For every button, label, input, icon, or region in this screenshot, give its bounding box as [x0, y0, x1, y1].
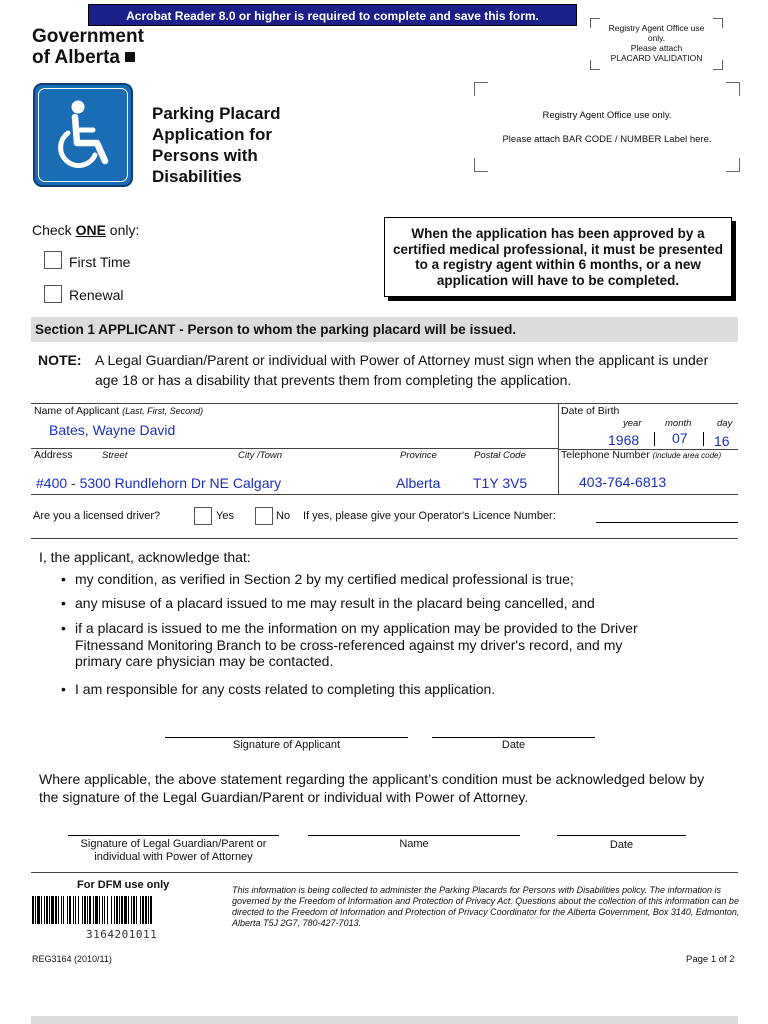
licensed-driver-question: Are you a licensed driver?	[33, 510, 161, 522]
street-label: Street	[102, 450, 128, 461]
address-label: Address	[34, 449, 73, 461]
applicant-name-field[interactable]: Bates, Wayne David	[49, 422, 176, 438]
registry-text-4: PLACARD VALIDATION	[610, 53, 703, 63]
alberta-square-icon	[125, 52, 135, 62]
registry-placard-validation-box	[590, 18, 723, 70]
renewal-label: Renewal	[69, 287, 124, 303]
guardian-signature-label: Signature of Legal Guardian/Parent or individual with Power of Attorney	[80, 838, 267, 863]
licensed-no-checkbox[interactable]	[255, 507, 273, 525]
gov-line-2: of Alberta	[32, 47, 144, 68]
applicant-name-label: Name of Applicant (Last, First, Second)	[34, 405, 204, 417]
dob-year-field[interactable]: 1968	[608, 432, 640, 448]
approval-notice-box: When the application has been approved by a certified medical professional, it must be presented to a registry agent within 6 months, or a new application will have to be completed.	[384, 217, 732, 297]
applicant-date-field[interactable]	[432, 737, 595, 738]
province-label: Province	[400, 450, 437, 461]
government-logo	[32, 26, 144, 68]
registry-text-2: only.	[647, 33, 666, 43]
renewal-checkbox[interactable]	[44, 285, 62, 303]
telephone-field[interactable]: 403-764-6813	[579, 474, 667, 490]
gov-line-1: Government	[32, 26, 144, 47]
dob-month-field[interactable]: 07	[672, 430, 688, 446]
province-field[interactable]: Alberta	[396, 475, 441, 491]
address-field[interactable]: #400 - 5300 Rundlehorn Dr NE Calgary	[36, 475, 282, 491]
dob-day-field[interactable]: 16	[714, 433, 730, 449]
note-text: A Legal Guardian/Parent or individual with Power of Attorney must sign when the applicant is under age 18 or has a disability that prevents them from completing the application.	[95, 352, 709, 388]
wheelchair-accessibility-icon	[35, 85, 131, 185]
registry-barcode-label-box	[474, 82, 740, 172]
page-number: Page 1 of 2	[686, 954, 735, 965]
registry-text-1: Registry Agent Office use	[608, 23, 705, 33]
acknowledge-bullet-1: • my condition, as verified in Section 2 by my certified medical professional is true;	[61, 571, 574, 587]
licence-number-field[interactable]	[596, 522, 738, 523]
registry-barcode-text-2: Please attach BAR CODE / NUMBER Label here.	[502, 134, 712, 145]
acknowledge-intro: I, the applicant, acknowledge that:	[39, 549, 251, 565]
licensed-yes-checkbox[interactable]	[194, 507, 212, 525]
accessibility-logo	[33, 83, 133, 187]
dob-day-label: day	[717, 418, 733, 429]
applicant-signature-field[interactable]	[165, 737, 408, 738]
check-one-instruction: Check ONE only:	[32, 222, 140, 238]
dob-month-label: month	[665, 418, 692, 429]
form-title: Parking Placard Application for Persons with Disabilities	[152, 104, 281, 186]
dob-year-label: year	[623, 418, 642, 429]
privacy-statement: This information is being collected to administer the Parking Placards for Persons with Disabilities policy. The information is governed by the Freedom of Information and Protection of Privacy Act. Questions about the collection of this information can be directed to the Freedom of Information and Protection of Privacy Coordinator for the Alberta Government, Box 3140, Edmonton, Alberta T5J 2G7, 780-427-7013.	[232, 885, 740, 928]
guardian-date-label: Date	[609, 839, 634, 851]
note-label: NOTE:	[38, 352, 82, 368]
telephone-label: Telephone Number (include area code)	[561, 449, 722, 461]
applicant-signature-label: Signature of Applicant	[232, 739, 341, 751]
acknowledge-bullet-2: • any misuse of a placard issued to me may result in the placard being cancelled, and	[61, 595, 595, 611]
licensed-no-label: No	[276, 510, 291, 522]
barcode-icon	[32, 896, 218, 924]
first-time-label: First Time	[69, 254, 131, 270]
acknowledge-bullet-4: • I am responsible for any costs related to completing this application.	[61, 681, 496, 697]
acrobat-requirement-banner: Acrobat Reader 8.0 or higher is required to complete and save this form.	[88, 4, 577, 26]
licensed-yes-label: Yes	[216, 510, 234, 522]
licence-number-prompt: If yes, please give your Operator's Licence Number:	[303, 510, 556, 522]
bottom-band	[31, 1016, 738, 1024]
guardian-date-field[interactable]	[557, 835, 686, 836]
dfm-use-label: For DFM use only	[77, 879, 170, 891]
barcode-number: 3164201011	[86, 928, 158, 941]
guardian-name-label: Name	[399, 838, 429, 850]
registry-barcode-text-1: Registry Agent Office use only.	[542, 110, 672, 121]
acknowledge-bullet-3: • if a placard is issued to me the information on my application may be provided to the Driver Fitnessand Monitoring Branch to be cross-referenced against my driver's record, and my primary care physician may be contacted.	[61, 620, 638, 669]
dob-label: Date of Birth	[561, 405, 620, 417]
city-label: City /Town	[238, 450, 282, 461]
form-number: REG3164 (2010/11)	[32, 954, 112, 964]
guardian-statement: Where applicable, the above statement regarding the applicant’s condition must be acknowledged below by the signature of the Legal Guardian/Parent or individual with Power of Attorney.	[39, 771, 705, 805]
registry-text-3: Please attach	[630, 43, 683, 53]
first-time-checkbox[interactable]	[44, 251, 62, 269]
postal-code-label: Postal Code	[474, 450, 526, 461]
applicant-date-label: Date	[501, 739, 526, 751]
guardian-name-field[interactable]	[308, 835, 520, 836]
guardian-signature-field[interactable]	[68, 835, 279, 836]
postal-code-field[interactable]: T1Y 3V5	[473, 475, 528, 491]
section-1-header: Section 1 APPLICANT - Person to whom the parking placard will be issued.	[31, 317, 738, 342]
